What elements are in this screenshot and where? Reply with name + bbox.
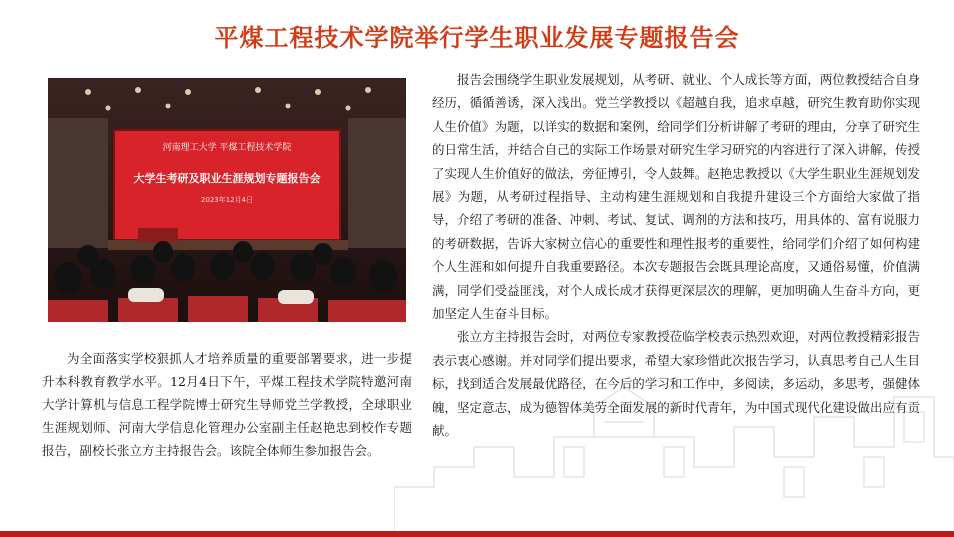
intro-paragraph: 为全面落实学校狠抓人才培养质量的重要部署要求，进一步提升本科教育教学水平。12月4日下午，平煤工程技术学院特邀河南大学计算机与信息工程学院博士研究生导师党兰学教授，全球职业生涯规划师、河南大学信息化管理办公室副主任赵艳忠到校作专题报告，副校长张立方主持报告会。该院全体师生参加报告会。 xyxy=(42,351,412,458)
screen-header-text: 河南理工大学 平煤工程技术学院 xyxy=(162,143,292,153)
event-photo xyxy=(48,78,406,322)
bottom-accent-bar xyxy=(0,531,954,537)
report-paragraph: 报告会围绕学生职业发展规划，从考研、就业、个人成长等方面，两位教授结合自身经历，循循善诱，深入浅出。党兰学教授以《超越自我，追求卓越，研究生教育助你实现人生价值》为题，以详实的数据和案例，给同学们分析讲解了考研的理由，分享了研究生的日常生活，并结合自己的实际工作场景对研究生学习研究的内容进行了深入讲解，传授了实现人生价值好的做法，旁征博引，令人鼓舞。赵艳忠教授以《大学生职业生涯规划发展》为题，从考研过程指导、主动构建生涯规划和自我提升建设三个方面给大家做了指导，介绍了考研的准备、冲刺、考试、复试、调剂的方法和技巧，用具体的、富有说服力的考研数据，告诉大家树立信心的重要性和理性报考的重要性，给同学们介绍了如何构建个人生涯和如何提升自我重要路径。本次专题报告会既具理论高度，又通俗易懂，价值满满，同学们受益匪浅，对个人成长成才获得更深层次的理解，更加明确人生奋斗方向，更加坚定人生奋斗目标。 xyxy=(432,72,920,322)
screen-date-text: 2023年12月4日 xyxy=(200,196,254,204)
page-title: 平煤工程技术学院举行学生职业发展专题报告会 xyxy=(214,24,740,52)
screen-title-text: 大学生考研及职业生涯规划专题报告会 xyxy=(133,172,321,185)
report-paragraph: 张立方主持报告会时，对两位专家教授莅临学校表示热烈欢迎，对两位教授精彩报告表示衷心感谢。并对同学们提出要求，希望大家珍惜此次报告学习，认真思考自己人生目标，找到适合发展最优路径，在今后的学习和工作中，多阅读，多运动，多思考，强健体魄，坚定意志，成为德智体美劳全面发展的新时代青年，为中国式现代化建设做出应有贡献。 xyxy=(432,329,920,439)
report-body xyxy=(432,68,920,443)
